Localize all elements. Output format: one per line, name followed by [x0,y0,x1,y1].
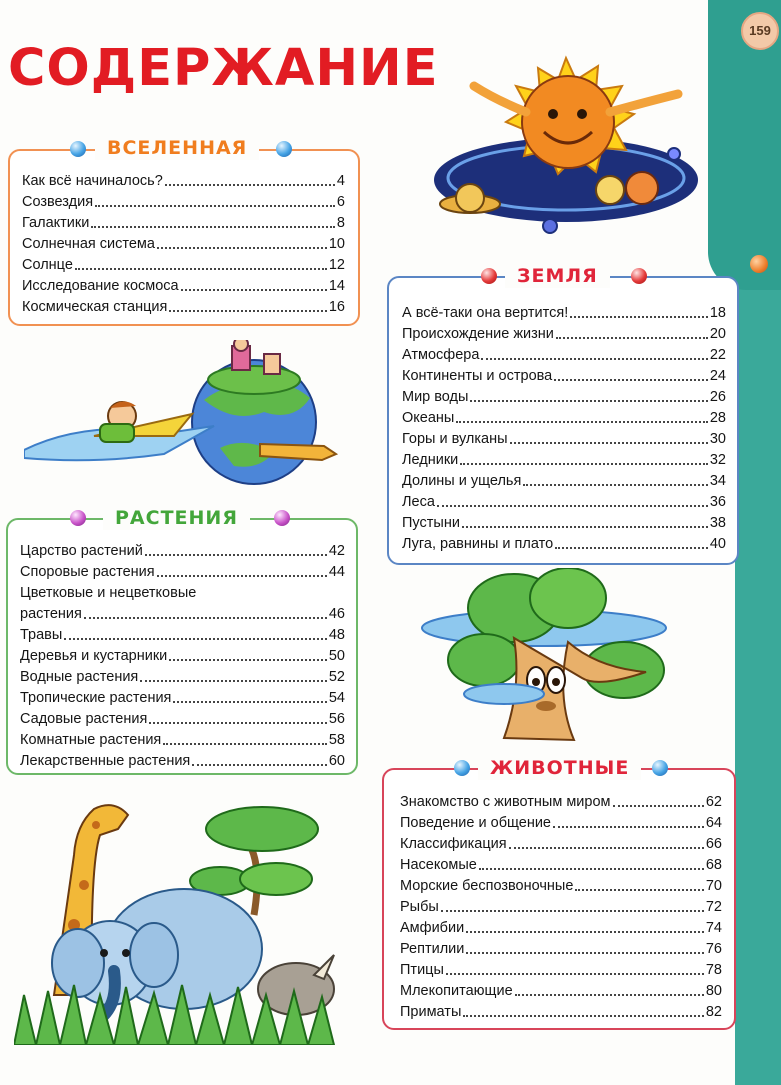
toc-item-label: Горы и вулканы [402,431,508,447]
toc-dots [462,526,708,528]
universe-list [22,171,345,318]
toc-item-label: Континенты и острова [402,368,553,384]
toc-item[interactable] [402,303,726,324]
page-title: СОДЕРЖАНИЕ [8,39,439,98]
toc-item-label: Созвездия [22,194,94,210]
toc-dots [460,463,708,465]
toc-item-label: Тропические растения [20,690,172,706]
toc-dots [456,421,708,423]
toc-item-page: 26 [709,389,726,405]
toc-item-page: 52 [328,669,345,685]
toc-item-label: Цветковые и нецветковые [20,585,197,601]
toc-item-label: Млекопитающие [400,983,513,999]
toc-item-page: 68 [705,857,722,873]
toc-item-page: 70 [705,878,722,894]
toc-item-page: 78 [705,962,722,978]
toc-dots [181,289,327,291]
toc-item-page: 54 [328,690,345,706]
toc-item[interactable] [402,429,726,450]
toc-dots [173,701,326,703]
orange-orb-icon [750,255,768,273]
toc-dots [523,484,708,486]
toc-item-page: 80 [705,983,722,999]
toc-item[interactable] [20,625,345,646]
toc-item-label: Амфибии [400,920,465,936]
toc-item-page: 30 [709,431,726,447]
toc-item[interactable] [402,324,726,345]
toc-item-page: 32 [709,452,726,468]
earth-list [402,303,726,555]
toc-item-label: Как всё начиналось? [22,173,163,189]
toc-item[interactable] [402,387,726,408]
toc-item[interactable] [22,192,345,213]
toc-dots [437,505,708,507]
earth-section [387,276,739,565]
toc-item[interactable] [20,730,345,751]
toc-item-label: Леса [402,494,435,510]
toc-item[interactable] [22,234,345,255]
toc-item-page: 10 [328,236,345,252]
toc-item-page: 24 [709,368,726,384]
toc-dots [149,722,327,724]
toc-item-label: Галактики [22,215,90,231]
toc-item-page: 20 [709,326,726,342]
toc-item-label: Морские беспозвоночные [400,878,574,894]
toc-item[interactable] [400,834,722,855]
toc-item-label: Долины и ущелья [402,473,522,489]
universe-heading: ВСЕЛЕННАЯ [95,136,259,160]
toc-item-label: Космическая станция [22,299,168,315]
toc-item-label: растения [20,606,82,622]
toc-item-page: 12 [328,257,345,273]
toc-item[interactable] [402,492,726,513]
toc-item[interactable] [400,981,722,1002]
toc-item-page: 38 [709,515,726,531]
toc-item-page: 34 [709,473,726,489]
toc-dots [165,184,335,186]
toc-item-page: 42 [328,543,345,559]
plants-section [6,518,358,775]
toc-dots [145,554,327,556]
toc-dots [140,680,327,682]
toc-item-label: Исследование космоса [22,278,179,294]
toc-dots [75,268,327,270]
blue-ball-icon [70,141,86,157]
toc-item[interactable] [402,366,726,387]
giraffe-elephant-rhino-illustration [14,795,344,1045]
toc-item-label: Океаны [402,410,455,426]
toc-dots [169,659,327,661]
toc-item[interactable] [20,604,345,625]
toc-dots [509,847,704,849]
toc-item[interactable] [22,276,345,297]
toc-item[interactable] [20,583,345,604]
red-ball-icon [481,268,497,284]
toc-dots [466,931,704,933]
universe-section [8,149,360,326]
toc-item-label: Поведение и общение [400,815,551,831]
toc-item-label: Атмосфера [402,347,480,363]
toc-item-page: 56 [328,711,345,727]
toc-item[interactable] [402,513,726,534]
toc-item-page: 74 [705,920,722,936]
toc-dots [169,310,326,312]
toc-dots [95,205,335,207]
toc-item[interactable] [402,534,726,555]
toc-item-page: 72 [705,899,722,915]
toc-item[interactable] [22,171,345,192]
toc-item[interactable] [20,562,345,583]
toc-item[interactable] [400,792,722,813]
toc-item-label: Мир воды [402,389,469,405]
toc-item[interactable] [22,255,345,276]
toc-item-label: Пустыни [402,515,460,531]
toc-item-page: 60 [328,753,345,769]
toc-item[interactable] [22,213,345,234]
toc-item-label: Насекомые [400,857,477,873]
plants-heading: РАСТЕНИЯ [103,506,250,530]
blue-ball-icon [276,141,292,157]
toc-item-page: 8 [336,215,345,231]
toc-item-page: 22 [709,347,726,363]
toc-item[interactable] [400,813,722,834]
toc-item-page: 18 [709,305,726,321]
toc-item-label: Лекарственные растения [20,753,191,769]
toc-item[interactable] [400,1002,722,1023]
toc-dots [575,889,703,891]
toc-item[interactable] [20,751,345,772]
toc-item-label: Садовые растения [20,711,148,727]
toc-dots [556,337,708,339]
toc-item[interactable] [402,471,726,492]
toc-item[interactable] [402,345,726,366]
toc-item-label: А всё-таки она вертится! [402,305,569,321]
toc-item-page: 28 [709,410,726,426]
toc-item-label: Ледники [402,452,459,468]
toc-dots [91,226,335,228]
toc-dots [470,400,707,402]
toc-item-label: Знакомство с животным миром [400,794,611,810]
toc-item[interactable] [20,688,345,709]
toc-item-label: Солнце [22,257,73,273]
toc-dots [192,764,327,766]
toc-item-page: 16 [328,299,345,315]
toc-item-label: Рептилии [400,941,465,957]
toc-item-page: 48 [328,627,345,643]
toc-dots [515,994,704,996]
toc-item[interactable] [400,897,722,918]
blue-ball-icon [652,760,668,776]
toc-dots [84,617,327,619]
toc-dots [163,743,327,745]
toc-item[interactable] [20,541,345,562]
toc-dots [510,442,708,444]
toc-item-page: 46 [328,606,345,622]
toc-dots [555,547,708,549]
toc-item[interactable] [20,709,345,730]
toc-dots [481,358,707,360]
plants-list [20,541,345,772]
toc-dots [157,575,327,577]
toc-dots [466,952,704,954]
toc-item-page: 6 [336,194,345,210]
toc-item-label: Классификация [400,836,507,852]
toc-item-label: Происхождение жизни [402,326,554,342]
toc-dots [441,910,704,912]
toc-item-page: 76 [705,941,722,957]
toc-item-label: Царство растений [20,543,143,559]
toc-item-page: 36 [709,494,726,510]
toc-item-page: 44 [328,564,345,580]
toc-item[interactable] [400,918,722,939]
toc-dots [553,826,704,828]
toc-dots [554,379,708,381]
toc-item[interactable] [402,408,726,429]
sun-solar-system-illustration [426,50,706,240]
toc-item-label: Солнечная система [22,236,155,252]
red-ball-icon [631,268,647,284]
boy-surfing-globe-illustration [24,340,344,490]
page-number: 159 [741,12,779,50]
animals-heading: ЖИВОТНЫЕ [478,756,641,780]
toc-item-page: 50 [328,648,345,664]
toc-item-label: Травы [20,627,63,643]
toc-item-label: Птицы [400,962,444,978]
earth-heading: ЗЕМЛЯ [505,264,610,288]
toc-dots [570,316,708,318]
cartoon-tree-earth-illustration [418,568,670,748]
toc-dots [446,973,704,975]
toc-dots [64,638,327,640]
toc-item-page: 66 [705,836,722,852]
toc-item-page: 14 [328,278,345,294]
toc-item[interactable] [400,855,722,876]
toc-item-page: 82 [705,1004,722,1020]
toc-item-page: 58 [328,732,345,748]
toc-dots [479,868,704,870]
toc-item[interactable] [22,297,345,318]
toc-item-label: Комнатные растения [20,732,162,748]
toc-dots [157,247,327,249]
toc-item-page: 64 [705,815,722,831]
toc-item-label: Луга, равнины и плато [402,536,554,552]
animals-list [400,792,722,1023]
toc-item-label: Рыбы [400,899,439,915]
toc-item[interactable] [400,960,722,981]
purple-ball-icon [70,510,86,526]
toc-item[interactable] [20,646,345,667]
toc-item[interactable] [402,450,726,471]
toc-item-page: 62 [705,794,722,810]
toc-item-page: 4 [336,173,345,189]
toc-item[interactable] [400,939,722,960]
toc-item[interactable] [20,667,345,688]
toc-item-page: 40 [709,536,726,552]
toc-dots [463,1015,703,1017]
blue-ball-icon [454,760,470,776]
toc-item-label: Приматы [400,1004,462,1020]
toc-item-label: Водные растения [20,669,139,685]
toc-item-label: Деревья и кустарники [20,648,168,664]
animals-section [382,768,736,1030]
toc-item[interactable] [400,876,722,897]
toc-dots [613,805,704,807]
toc-item-label: Споровые растения [20,564,155,580]
purple-ball-icon [274,510,290,526]
